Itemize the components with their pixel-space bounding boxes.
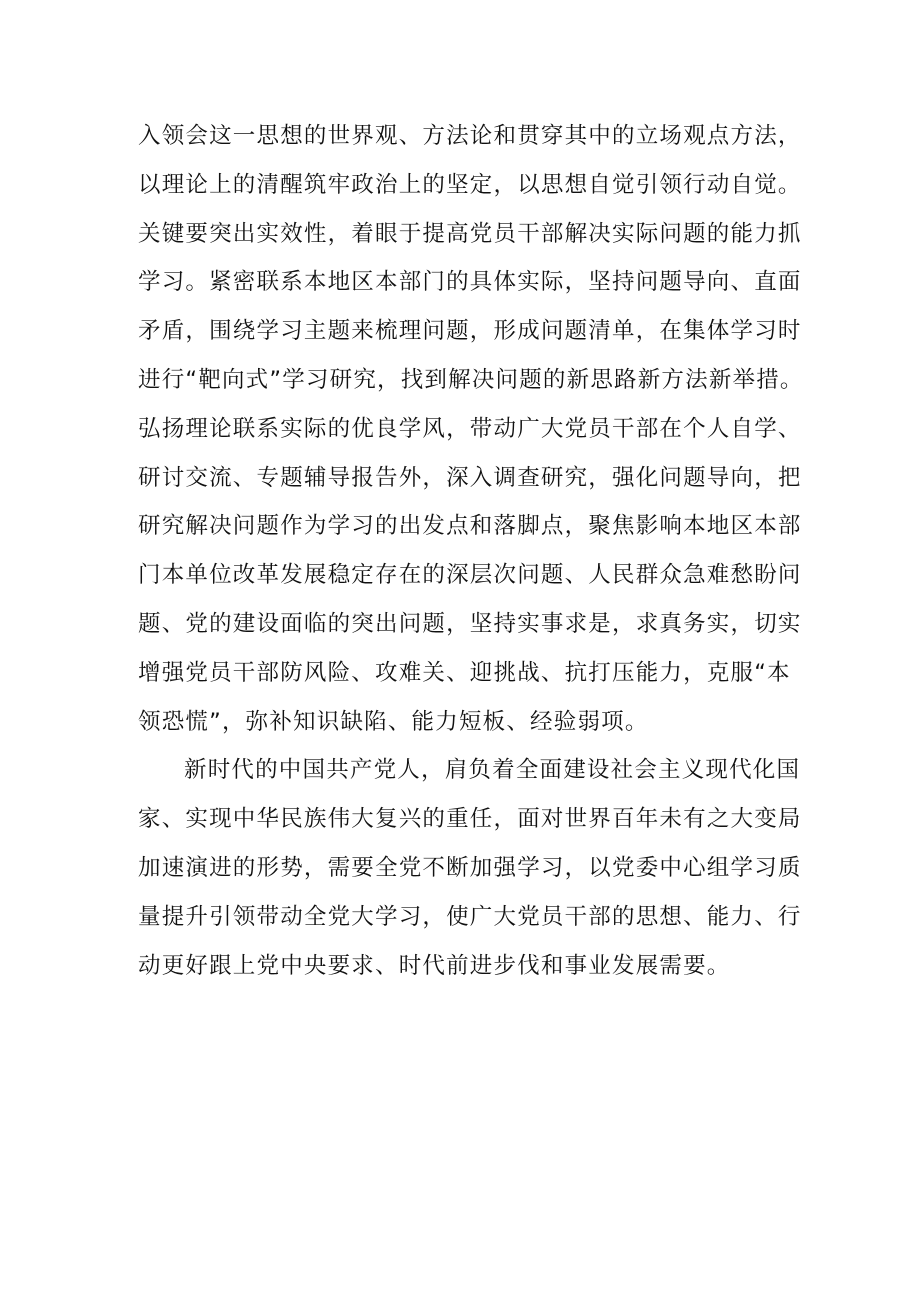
text-line-16: 加速演进的形势，需要全党不断加强学习，以党委中心组学习质 [138, 854, 802, 881]
text-line-14: 新时代的中国共产党人，肩负着全面建设社会主义现代化国 [184, 757, 801, 784]
text-line-1: 入领会这一思想的世界观、方法论和贯穿其中的立场观点方法， [138, 123, 802, 149]
body-text [138, 112, 818, 990]
text-line-3: 关键要突出实效性，着眼于提高党员干部解决实际问题的能力抓 [138, 220, 802, 247]
text-line-11: 题、党的建设面临的突出问题，坚持实事求是，求真务实，切实 [138, 610, 802, 637]
text-line-6: 进行“靶向式”学习研究，找到解决问题的新思路新方法新举措。 [138, 366, 804, 393]
text-line-18: 动更好跟上党中央要求、时代前进步伐和事业发展需要。 [138, 952, 731, 979]
text-line-7: 弘扬理论联系实际的优良学风，带动广大党员干部在个人自学、 [138, 415, 802, 442]
text-line-5: 矛盾，围绕学习主题来梳理问题，形成问题清单，在集体学习时 [138, 318, 802, 345]
text-line-13: 领恐慌”，弥补知识缺陷、能力短板、经验弱项。 [138, 708, 649, 735]
text-line-2: 以理论上的清醒筑牢政治上的坚定，以思想自觉引领行动自觉。 [138, 171, 802, 198]
text-line-10: 门本单位改革发展稳定存在的深层次问题、人民群众急难愁盼问 [138, 562, 802, 589]
text-line-12: 增强党员干部防风险、攻难关、迎挑战、抗打压能力，克服“本 [138, 659, 791, 686]
text-line-15: 家、实现中华民族伟大复兴的重任，面对世界百年未有之大变局 [138, 806, 802, 833]
text-line-8: 研讨交流、专题辅导报告外，深入调查研究，强化问题导向，把 [138, 464, 802, 491]
text-line-4: 学习。紧密联系本地区本部门的具体实际，坚持问题导向、直面 [138, 269, 802, 296]
text-line-9: 研究解决问题作为学习的出发点和落脚点，聚焦影响本地区本部 [138, 513, 802, 540]
text-line-17: 量提升引领带动全党大学习，使广大党员干部的思想、能力、行 [138, 903, 802, 930]
